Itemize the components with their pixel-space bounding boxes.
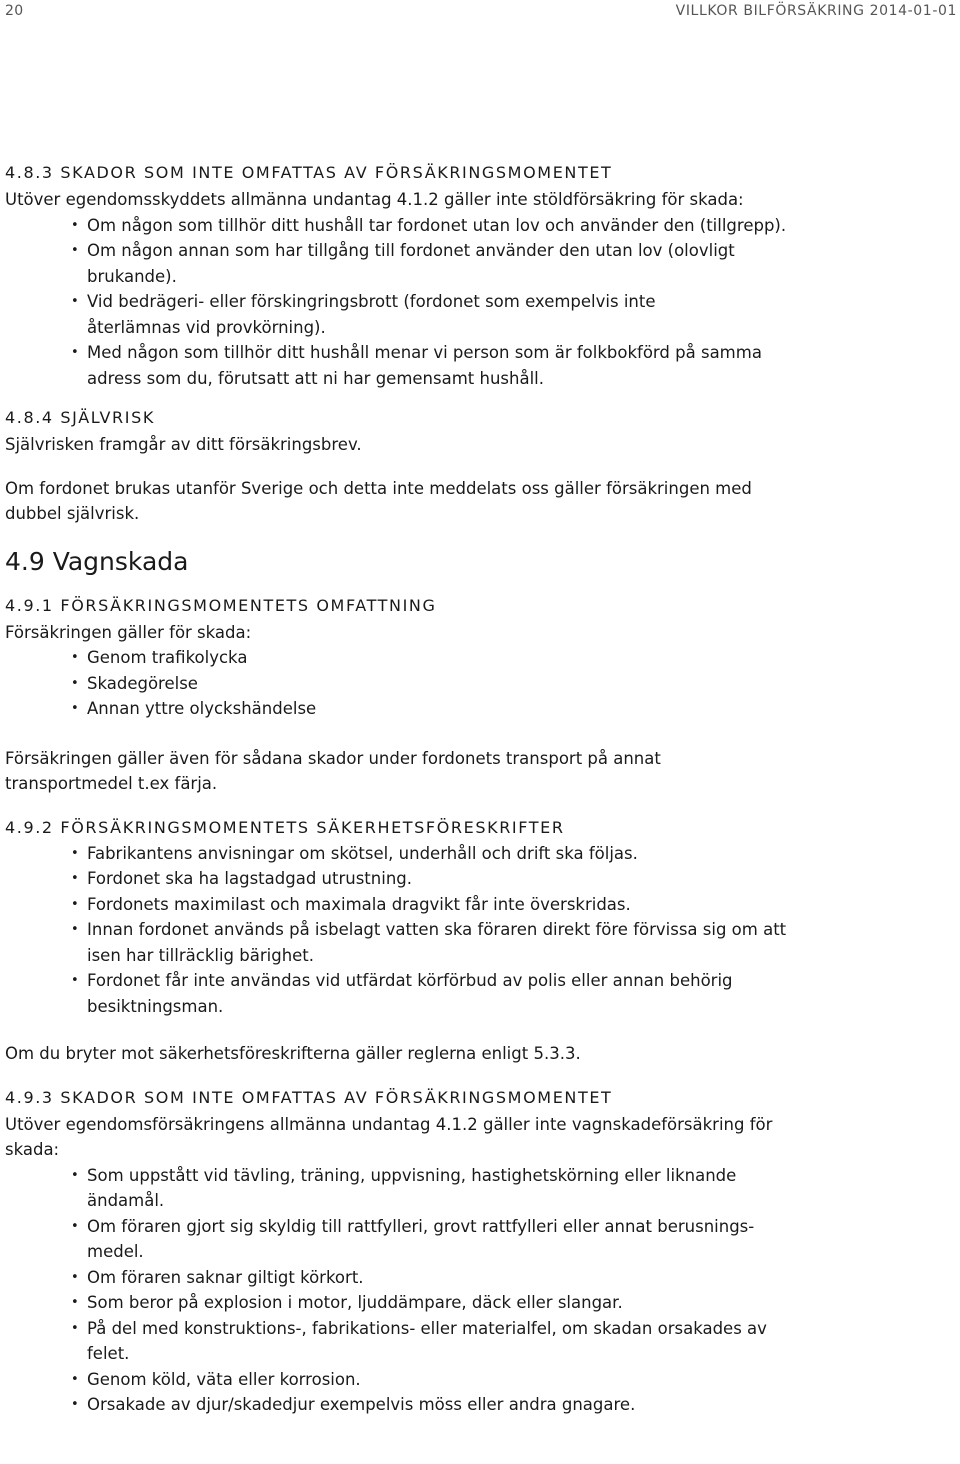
section-4-8-3 [5,162,955,391]
paragraph: Självrisken framgår av ditt försäkringsbrev. [5,435,362,454]
page-number: 20 [5,3,24,19]
section-heading: 4.9.1 FÖRSÄKRINGSMOMENTETS OMFATTNING [5,595,437,615]
section-intro: Utöver egendomsförsäkringens allmänna undantag 4.1.2 gäller inte vagnskadeförsäkring för skada: [5,1114,773,1159]
list-item: • Skadegörelse [5,671,955,697]
list-item: • Som beror på explosion i motor, ljuddämpare, däck eller slangar. [5,1290,805,1316]
list-item: • Med någon som tillhör ditt hushåll menar vi person som är folkbokförd på samma adress som du, förutsatt att ni har gemensamt hushåll. [5,340,805,391]
section-intro: Försäkringen gäller för skada: [5,622,252,642]
list-item: • Om föraren gjort sig skyldig till rattfylleri, grovt rattfylleri eller annat berusnings-medel. [5,1214,805,1265]
coverage-list [5,645,955,722]
section-heading: 4.9.3 SKADOR SOM INTE OMFATTAS AV FÖRSÄKRINGSMOMENTET [5,1087,613,1107]
running-head: VILLKOR BILFÖRSÄKRING 2014-01-01 [675,3,957,19]
section-4-9-3 [5,1087,955,1418]
paragraph: Om fordonet brukas utanför Sverige och detta inte meddelats oss gäller försäkringen med dubbel självrisk. [5,478,752,523]
exclusion-list [5,1163,805,1418]
section-intro: Utöver egendomsskyddets allmänna undantag 4.1.2 gäller inte stöldförsäkring för skada: [5,190,744,209]
list-item: • Genom köld, väta eller korrosion. [5,1367,805,1393]
section-4-9-2 [5,817,955,1067]
paragraph: Försäkringen gäller även för sådana skador under fordonets transport på annat transportmedel t.ex färja. [5,748,661,793]
list-item: • Fordonet får inte användas vid utfärdat körförbud av polis eller annan behörig besiktningsman. [5,968,787,1019]
safety-rules-list [5,841,805,1020]
document-body [5,162,955,1418]
list-item: • Om föraren saknar giltigt körkort. [5,1265,805,1291]
section-heading: 4.9.2 FÖRSÄKRINGSMOMENTETS SÄKERHETSFÖRESKRIFTER [5,817,565,837]
list-item: • Genom trafikolycka [5,645,955,671]
list-item: • Orsakade av djur/skadedjur exempelvis möss eller andra gnagare. [5,1392,805,1418]
list-item: • Innan fordonet används på isbelagt vatten ska föraren direkt före förvissa sig om att isen har tillräcklig bärighet. [5,917,805,968]
list-item: • Fordonet ska ha lagstadgad utrustning. [5,866,805,892]
section-heading: 4.8.3 SKADOR SOM INTE OMFATTAS AV FÖRSÄKRINGSMOMENTET [5,163,613,182]
chapter-heading: 4.9 Vagnskada [5,546,189,576]
list-item: • Fordonets maximilast och maximala dragvikt får inte överskridas. [5,892,805,918]
list-item: • Om någon som tillhör ditt hushåll tar fordonet utan lov och använder den (tillgrepp). [5,213,805,239]
section-4-8-4 [5,407,955,527]
section-4-9-1 [5,595,955,797]
list-item: • Fabrikantens anvisningar om skötsel, underhåll och drift ska följas. [5,841,805,867]
list-item: • Om någon annan som har tillgång till fordonet använder den utan lov (olovligt brukande). [5,238,805,289]
paragraph: Om du bryter mot säkerhetsföreskrifterna gäller reglerna enligt 5.3.3. [5,1044,581,1063]
list-item: • Annan yttre olyckshändelse [5,696,955,722]
section-heading: 4.8.4 SJÄLVRISK [5,408,155,427]
exclusion-list [5,213,805,392]
list-item: • På del med konstruktions-, fabrikations- eller materialfel, om skadan orsakades av felet. [5,1316,805,1367]
list-item: • Som uppstått vid tävling, träning, uppvisning, hastighetskörning eller liknande ändamål. [5,1163,805,1214]
list-item: • Vid bedrägeri- eller förskingringsbrott (fordonet som exempelvis inte återlämnas vid provkörning). [5,289,707,340]
